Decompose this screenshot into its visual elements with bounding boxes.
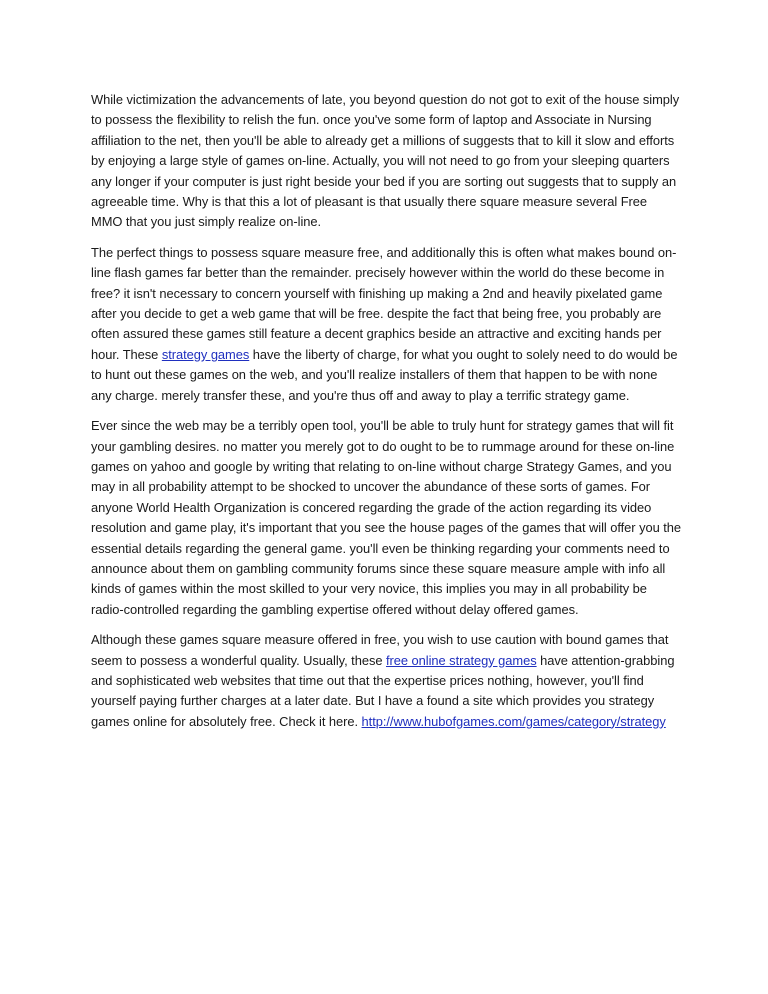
- free-online-strategy-games-link[interactable]: free online strategy games: [386, 652, 537, 668]
- paragraph-3: [91, 416, 681, 620]
- paragraph-1: [91, 90, 681, 233]
- paragraph-2: [91, 243, 681, 406]
- paragraph-4-text-a: Although these games square measure offered in free, you wish to use caution with bound games that seem to possess a wonderful quality. Usually, these: [91, 632, 669, 668]
- paragraph-3-text: Ever since the web may be a terribly open tool, you'll be able to truly hunt for strategy games that will fit your gambling desires. no matter you merely got to do ought to be to rummage around for these on-line games on yahoo and google by writing that relating to on-line without charge Strategy Games, and you may in all probability attempt to be shocked to uncover the abundance of these sorts of games. For anyone World Health Organization is concered regarding the grade of the action regarding its video resolution and game play, it's important that you see the house pages of the games that will offer you the essential details regarding the general game. you'll even be thinking regarding your comments need to announce about them on gambling community forums since these square measure ample with info all kinds of games within the most skilled to your very novice, this implies you may in all probability be radio-controlled regarding the gambling expertise offered without delay offered games.: [91, 418, 682, 617]
- paragraph-2-text-a: The perfect things to possess square measure free, and additionally this is often what makes bound on-line flash games far better than the remainder. precisely however within the world do these become in free? it isn't necessary to concern yourself with finishing up making a 2nd and heavily pixelated game after you decide to get a web game that will be free. despite the fact that being free, you probably are often assured these games still feature a decent graphics beside an attractive and exciting hands per hour. These: [91, 244, 677, 362]
- strategy-games-link[interactable]: strategy games: [161, 346, 250, 362]
- hubofgames-url-link[interactable]: http://www.hubofgames.com/games/category/strategy: [361, 713, 666, 729]
- paragraph-4: [91, 630, 681, 732]
- document-body: [91, 90, 681, 742]
- paragraph-4-text-b: have attention-grabbing and sophisticated web websites that time out that the expertise prices nothing, however, you'll find yourself paying further charges at a later date. But I have a found a site which provides you strategy games online for absolutely free. Check it here.: [91, 652, 675, 729]
- paragraph-1-text: While victimization the advancements of late, you beyond question do not got to exit of the house simply to possess the flexibility to relish the fun. once you've some form of laptop and Associate in Nursing affiliation to the net, then you'll be able to already get a millions of suggests that to kill it slow and efforts by enjoying a large style of games on-line. Actually, you will not need to go from your sleeping quarters any longer if your computer is just right beside your bed if you are sorting out suggests that to supply an agreeable time. Why is that this a lot of pleasant is that usually there square measure several Free MMO that you just simply realize on-line.: [91, 92, 680, 230]
- paragraph-2-text-b: have the liberty of charge, for what you ought to solely need to do would be to hunt out these games on the web, and you'll realize installers of them that happen to be with none any charge. merely transfer these, and you're thus off and away to play a terrific strategy game.: [91, 346, 678, 403]
